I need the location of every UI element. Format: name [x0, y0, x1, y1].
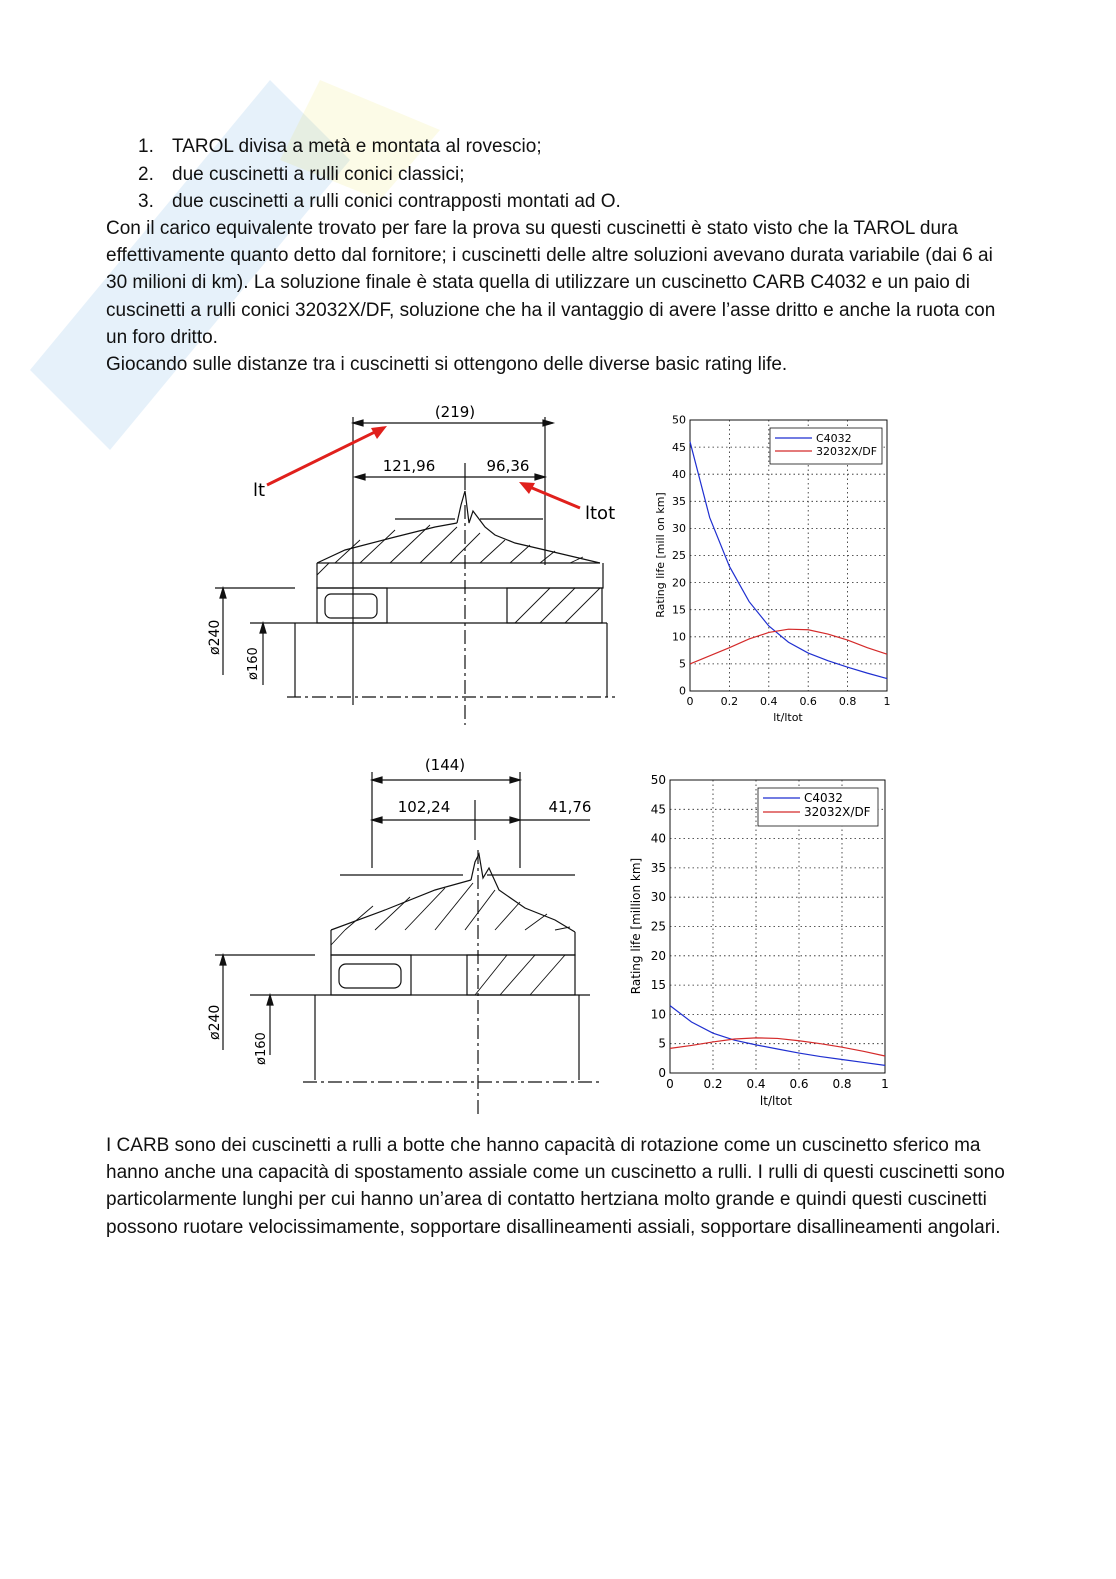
x-axis-label: lt/ltot — [759, 1094, 793, 1108]
paragraph-test-results: Con il carico equivalente trovato per fare la prova su questi cuscinetti è stato visto che la TAROL dura effettivamente quanto detto dal fornitore; i cuscinetti delle altre soluzioni avevano durata variabile (dai 6 ai 30 milioni di km). La soluzione finale è stata quella di utilizzare un cuscinetto CARB C4032 e un paio di cuscinetti a rulli conici 32032X/DF, soluzione che ha il vantaggio di avere l’asse dritto e anche la ruota con un foro dritto. — [106, 218, 996, 348]
x-tick-label: 0.2 — [703, 1077, 723, 1091]
y-tick-label: 10 — [672, 630, 686, 644]
y-ticks — [672, 414, 686, 698]
legend-entry: C4032 — [816, 432, 852, 445]
y-ticks — [651, 773, 666, 1080]
y-tick-label: 15 — [650, 978, 666, 993]
bearing-drawing-1 — [195, 395, 625, 730]
dim-d240: ø240 — [207, 1004, 223, 1040]
legend-entry: C4032 — [804, 791, 843, 805]
dim-left: 102,24 — [397, 798, 451, 816]
paragraph-carb-description: I CARB sono dei cuscinetti a rulli a botte che hanno capacità di rotazione come un cuscinetto sferico ma hanno anche una capacità di spostamento assiale come un cuscinetto a rulli. I rulli di questi cuscinetti sono particolarmente lunghi per cui hanno un’area di contatto hertziana molto grande e quindi questi cuscinetti possono ruotare velocissimamente, sopportare disallineamenti assiali, sopportare disallineamenti angolari. — [106, 1135, 1005, 1238]
x-tick-label: 0 — [666, 1077, 674, 1091]
x-tick-label: 0.6 — [789, 1077, 809, 1091]
dim-d160: ø160 — [254, 1032, 269, 1065]
x-ticks — [687, 695, 891, 708]
chart-legend — [758, 788, 878, 826]
chart-legend — [770, 428, 882, 464]
y-tick-label: 45 — [650, 802, 666, 817]
y-tick-label: 5 — [679, 657, 686, 671]
y-tick-label: 20 — [650, 948, 666, 963]
x-tick-label: 0.6 — [799, 695, 817, 708]
y-tick-label: 0 — [679, 684, 686, 698]
solutions-list — [138, 133, 621, 216]
y-axis-label: Rating life [million km] — [629, 857, 643, 995]
y-tick-label: 5 — [658, 1036, 666, 1051]
arrow-ltot — [525, 485, 580, 508]
legend-entry: 32032X/DF — [816, 445, 878, 458]
y-tick-label: 30 — [650, 890, 666, 905]
y-tick-label: 15 — [672, 603, 686, 617]
dim-total: (219) — [434, 403, 476, 421]
legend-entry: 32032X/DF — [804, 805, 871, 819]
list-item: 3. due cuscinetti a rulli conici contrapposti montati ad O. — [138, 191, 621, 212]
x-tick-label: 1 — [881, 1077, 889, 1091]
y-tick-label: 35 — [672, 494, 686, 508]
x-tick-label: 0.2 — [720, 695, 739, 708]
y-tick-label: 35 — [650, 860, 666, 875]
list-item: 1. TAROL divisa a metà e montata al rovescio; — [138, 136, 542, 157]
dim-right: 41,76 — [548, 798, 592, 816]
y-tick-label: 50 — [650, 773, 666, 787]
dim-right: 96,36 — [486, 457, 530, 475]
dim-left: 121,96 — [382, 457, 436, 475]
y-tick-label: 45 — [672, 440, 686, 454]
dim-total: (144) — [424, 756, 466, 774]
y-tick-label: 10 — [650, 1007, 666, 1022]
y-tick-label: 50 — [672, 413, 686, 427]
rating-life-chart-1 — [650, 410, 910, 730]
x-tick-label: 1 — [883, 695, 891, 708]
y-tick-label: 40 — [650, 831, 666, 846]
bearing-drawing-2 — [195, 750, 615, 1120]
x-ticks — [666, 1077, 889, 1091]
label-lt: lt — [253, 480, 266, 501]
x-tick-label: 0.4 — [746, 1077, 766, 1091]
dim-d160: ø160 — [246, 647, 261, 680]
paragraph-distances: Giocando sulle distanze tra i cuscinetti si ottengono delle diverse basic rating life. — [106, 354, 788, 375]
x-tick-label: 0.8 — [838, 695, 857, 708]
x-tick-label: 0.8 — [832, 1077, 852, 1091]
x-axis-label: lt/ltot — [773, 711, 803, 724]
y-tick-label: 40 — [672, 467, 686, 481]
y-axis-label: Rating life [mill on km] — [654, 492, 667, 618]
dim-d240: ø240 — [207, 619, 223, 655]
label-ltot: ltot — [585, 503, 616, 524]
rating-life-chart-2 — [628, 770, 898, 1115]
y-tick-label: 30 — [672, 522, 686, 536]
y-tick-label: 0 — [658, 1066, 666, 1080]
list-item: 2. due cuscinetti a rulli conici classici; — [138, 163, 465, 185]
y-tick-label: 25 — [650, 919, 666, 934]
x-tick-label: 0 — [686, 695, 694, 708]
y-tick-label: 20 — [672, 576, 686, 590]
x-tick-label: 0.4 — [760, 695, 778, 708]
y-tick-label: 25 — [672, 549, 686, 563]
